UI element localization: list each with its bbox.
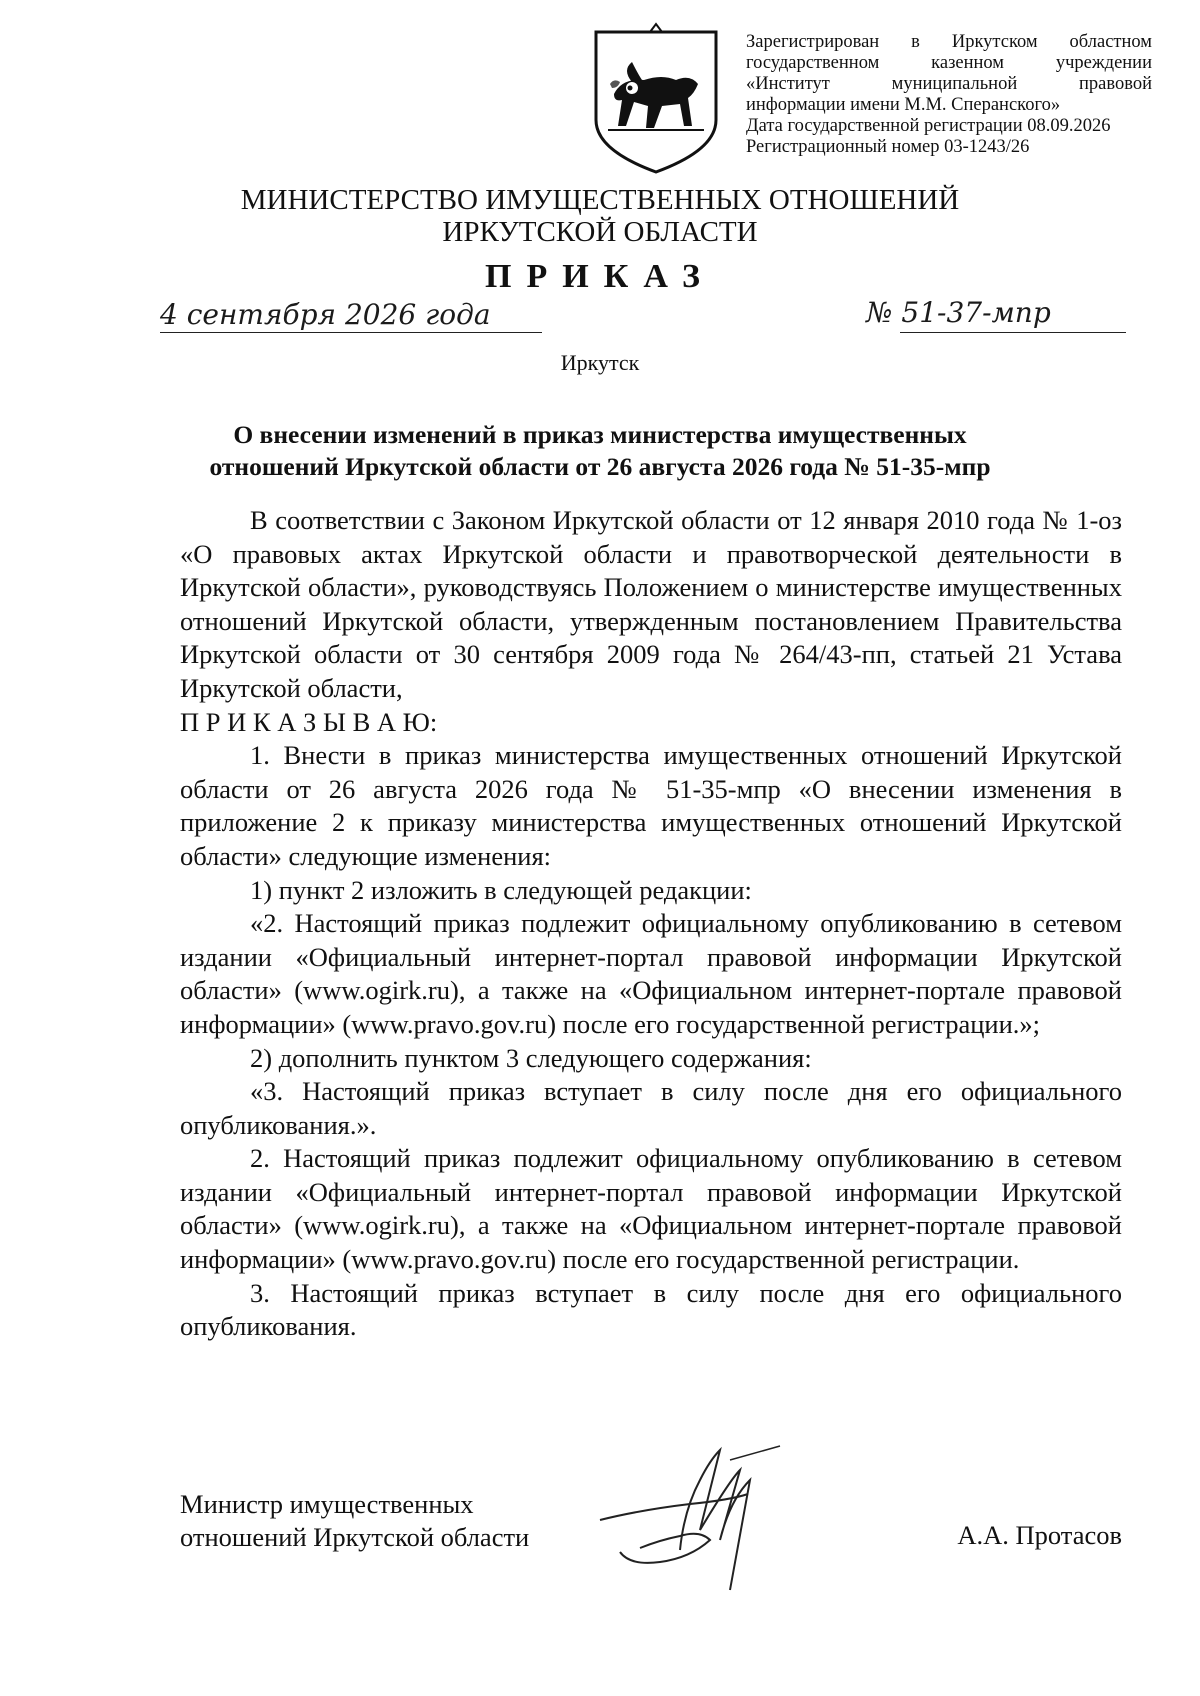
date-underline: [160, 332, 542, 333]
order-title-line2: отношений Иркутской области от 26 августа 2026 года № 51-35-мпр: [209, 452, 991, 481]
order-body: [180, 504, 1122, 1344]
registration-line: Регистрационный номер 03-1243/26: [746, 137, 1030, 157]
city-label: Иркутск: [560, 350, 640, 375]
ministry-name-line1: МИНИСТЕРСТВО ИМУЩЕСТВЕННЫХ ОТНОШЕНИЙ: [240, 184, 960, 216]
preamble-paragraph: В соответствии с Законом Иркутской области от 12 января 2010 года № 1-оз «О правовых актах Иркутской области и правотворческой деятельности в Иркутской области», руководствуясь Положением о министерстве имущественных отношений Иркутской области, утвержденным постановлением Правительства Иркутской области от 30 сентября 2009 года № 264/43-пп, статьей 21 Устава Иркутской области,: [180, 505, 1122, 703]
document-type-heading: ПРИКАЗ: [485, 258, 715, 295]
ministry-name-line2: ИРКУТСКОЙ ОБЛАСТИ: [442, 216, 758, 248]
item-3-paragraph: 3. Настоящий приказ вступает в силу после дня его официального опубликования.: [180, 1277, 1122, 1342]
signatory-position: [180, 1488, 529, 1554]
coat-of-arms-emblem: [592, 22, 720, 174]
item-1-paragraph: 1. Внести в приказ министерства имущественных отношений Иркутской области от 26 августа 2026 года № 51-35-мпр «О внесении изменения в приложение 2 к приказу министерства имущественных отношений Иркутской области» следующие изменения:: [180, 740, 1122, 871]
handwritten-signature: [580, 1440, 810, 1610]
subitem-2-text: «3. Настоящий приказ вступает в силу после дня его официального опубликования.».: [180, 1076, 1122, 1140]
subitem-1-text: «2. Настоящий приказ подлежит официальному опубликованию в сетевом издании «Официальный интернет-портал правовой информации Иркутской области» (www.ogirk.ru), а также на «Официальном интернет-портале правовой информации» (www.pravo.gov.ru) после его государственной регистрации.»;: [180, 908, 1122, 1039]
registration-line: Зарегистрирован в Иркутском областном: [746, 32, 1152, 52]
registration-line: государственном казенном учреждении: [746, 53, 1152, 73]
registration-line: информации имени М.М. Сперанского»: [746, 95, 1061, 115]
subitem-1-paragraph: 1) пункт 2 изложить в следующей редакции:: [250, 874, 752, 905]
registration-stamp: [746, 32, 1152, 158]
signatory-name: А.А. Протасов: [957, 1520, 1122, 1550]
item-2-paragraph: 2. Настоящий приказ подлежит официальному опубликованию в сетевом издании «Официальный интернет-портал правовой информации Иркутской области» (www.ogirk.ru), а также на «Официальном интернет-портале правовой информации» (www.pravo.gov.ru) после его государственной регистрации.: [180, 1143, 1122, 1275]
number-underline: [900, 332, 1126, 333]
handwritten-date: 4 сентября 2026 года: [160, 298, 491, 331]
subitem-2-paragraph: 2) дополнить пунктом 3 следующего содержания:: [250, 1042, 812, 1073]
registration-line: «Институт муниципальной правовой: [746, 74, 1152, 94]
order-title-line1: О внесении изменений в приказ министерства имущественных: [233, 420, 967, 449]
registration-line: Дата государственной регистрации 08.09.2026: [746, 116, 1111, 136]
signatory-position-line1: Министр имущественных: [180, 1489, 474, 1519]
signatory-position-line2: отношений Иркутской области: [180, 1522, 530, 1552]
order-word: П Р И К А З Ы В А Ю:: [180, 706, 438, 737]
handwritten-number: № 51-37-мпр: [866, 296, 1051, 329]
